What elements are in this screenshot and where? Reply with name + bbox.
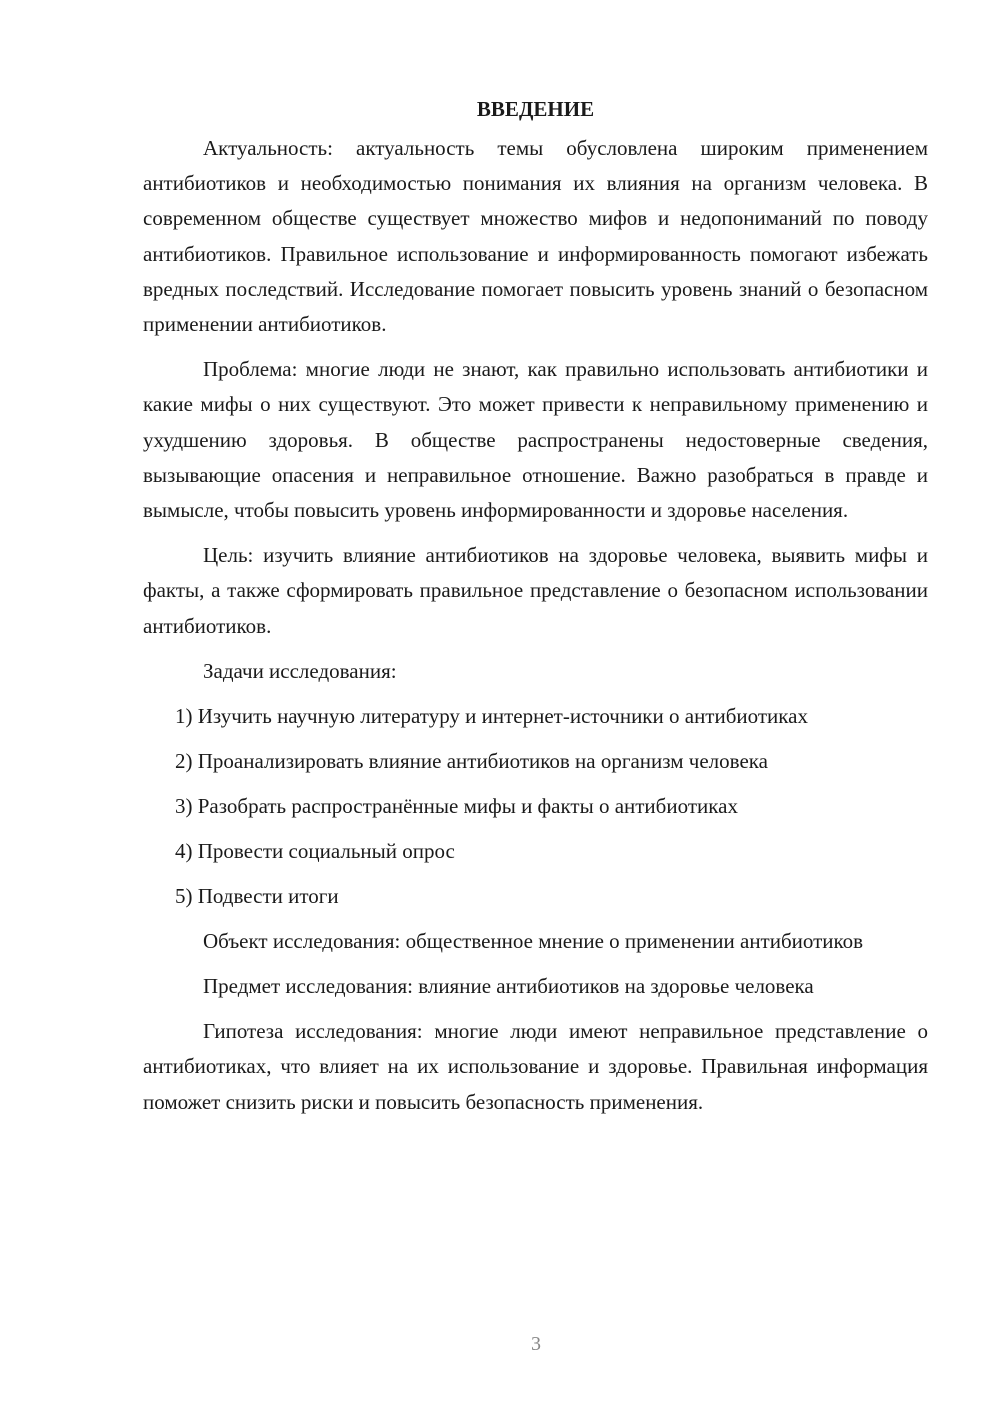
paragraph-problem: Проблема: многие люди не знают, как правильно использовать антибиотики и какие мифы о них существуют. Это может привести к неправильному применению и ухудшению здоровья. В обществе распространены недостоверные сведения, вызывающие опасения и неправильное отношение. Важно разобраться в правде и вымысле, чтобы повысить уровень информированности и здоровье населения. xyxy=(143,357,928,523)
paragraph-subject: Предмет исследования: влияние антибиотиков на здоровье человека xyxy=(203,974,814,999)
list-item: 3) Разобрать распространённые мифы и факты о антибиотиках xyxy=(175,793,738,818)
document-page xyxy=(143,92,928,1130)
paragraph-goal: Цель: изучить влияние антибиотиков на здоровье человека, выявить мифы и факты, а также сформировать правильное представление о безопасном использовании антибиотиков. xyxy=(143,543,928,638)
list-item: 1) Изучить научную литературу и интернет-источники о антибиотиках xyxy=(175,703,808,728)
list-item: 4) Провести социальный опрос xyxy=(175,838,455,863)
paragraph-hypothesis: Гипотеза исследования: многие люди имеют неправильное представление о антибиотиках, что влияет на их использование и здоровье. Правильная информация поможет снизить риски и повысить безопасность применения. xyxy=(143,1019,928,1114)
page-title: ВВЕДЕНИЕ xyxy=(476,97,595,121)
paragraph-relevance: Актуальность: актуальность темы обусловлена широким применением антибиотиков и необходимостью понимания их влияния на организм человека. В современном обществе существует множество мифов и недопониманий по поводу антибиотиков. Правильное использование и информированность помогают избежать вредных последствий. Исследование помогает повысить уровень знаний о безопасном применении антибиотиков. xyxy=(143,136,928,337)
page-number: 3 xyxy=(531,1333,541,1355)
list-item: 2) Проанализировать влияние антибиотиков на организм человека xyxy=(175,748,768,773)
tasks-list xyxy=(143,699,928,914)
tasks-heading: Задачи исследования: xyxy=(203,658,397,683)
list-item: 5) Подвести итоги xyxy=(175,883,339,908)
paragraph-object: Объект исследования: общественное мнение о применении антибиотиков xyxy=(203,928,864,953)
